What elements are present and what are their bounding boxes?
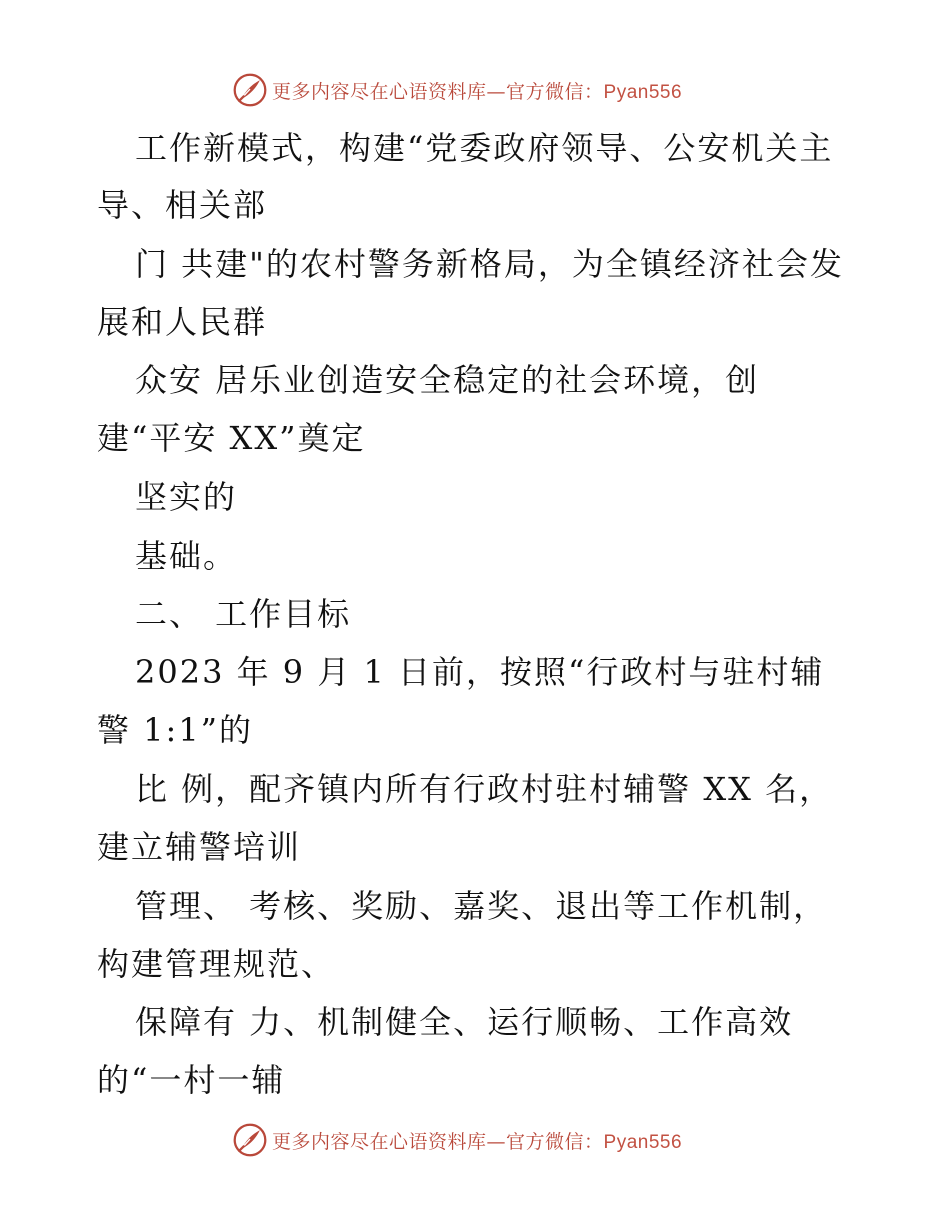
text-line: 建“平安 XX”奠定: [97, 419, 366, 457]
text-line: 基础。: [135, 537, 238, 575]
text-line: 导、相关部: [97, 186, 268, 224]
footer-watermark: [232, 1120, 752, 1160]
text-line: 警 1:1”的: [97, 711, 254, 749]
text-line: 建立辅警培训: [97, 828, 302, 866]
text-line: 门 共建"的农村警务新格局，为全镇经济社会发: [135, 245, 844, 283]
feather-pen-logo-icon: [232, 1122, 268, 1158]
text-line: 管理、 考核、奖励、嘉奖、退出等工作机制，: [135, 887, 828, 925]
text-line: 坚实的: [135, 478, 238, 516]
watermark-text: 更多内容尽在心语资料库—官方微信：Pyan556: [272, 1130, 683, 1153]
text-line: 比 例，配齐镇内所有行政村驻村辅警 XX 名，: [135, 770, 834, 808]
text-line: 工作新模式，构建“党委政府领导、公安机关主: [135, 129, 834, 167]
text-line: 众安 居乐业创造安全稳定的社会环境，创: [135, 361, 760, 399]
section-heading: 二、 工作目标: [135, 595, 352, 633]
text-line: 2023 年 9 月 1 日前，按照“行政村与驻村辅: [135, 653, 825, 691]
text-line: 展和人民群: [97, 303, 268, 341]
text-line: 的“一村一辅: [97, 1061, 286, 1099]
text-line: 保障有 力、机制健全、运行顺畅、工作高效: [135, 1003, 794, 1041]
text-line: 构建管理规范、: [97, 945, 336, 983]
watermark-text: 更多内容尽在心语资料库—官方微信：Pyan556: [272, 80, 683, 103]
